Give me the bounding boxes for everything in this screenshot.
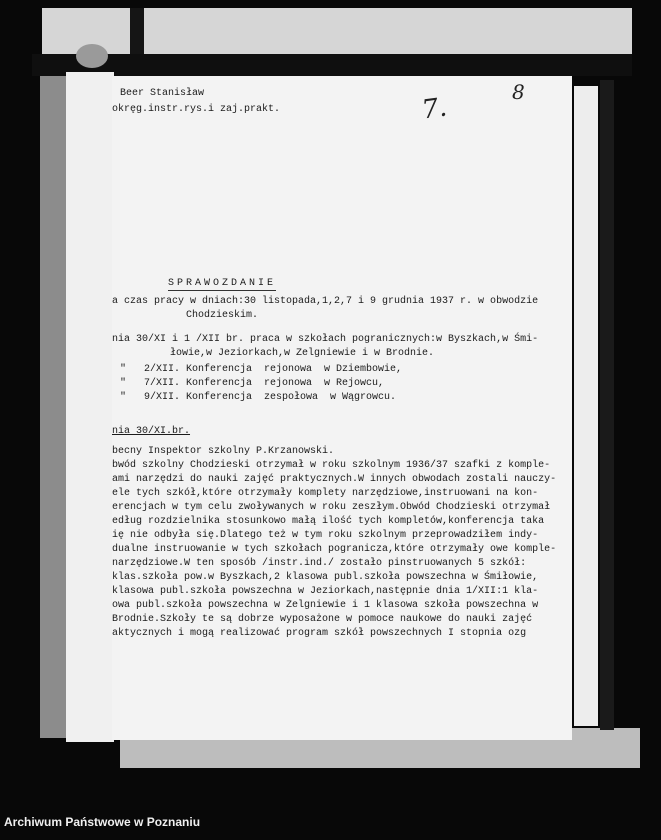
binding-mark: [76, 44, 108, 68]
schedule-line: " 7/XII. Konferencja rejonowa w Rejowcu,: [120, 378, 385, 389]
author-position: okręg.instr.rys.i zaj.prakt.: [112, 104, 281, 115]
background-binding: [130, 8, 144, 54]
body-line: bwód szkolny Chodzieski otrzymał w roku szkolnym 1936/37 szafki z komple-: [112, 460, 551, 471]
page-edge-shadow: [600, 80, 614, 730]
subtitle-line-2: Chodzieskim.: [186, 310, 259, 321]
schedule-line: " 2/XII. Konferencja rejonowa w Dziembowie,: [120, 364, 403, 375]
document-page: [112, 76, 572, 740]
page-margin-left: [66, 72, 114, 742]
body-line: becny Inspektor szkolny P.Krzanowski.: [112, 446, 335, 457]
body-line: klas.szkoła pow.w Byszkach,2 klasowa publ.szkoła powszechna w Śmiłowie,: [112, 572, 539, 583]
handwritten-page-number: 7.: [420, 92, 449, 126]
body-line: Brodnie.Szkoły te są dobrze wyposażone w pomoce naukowe do nauki zajęć: [112, 614, 533, 625]
body-line: dualne instruowanie w tych szkołach pogranicza,które otrzymały owe komple-: [112, 544, 557, 555]
body-line: klasowa publ.szkoła powszechna w Jeziorkach,następnie dnia 1/XII:1 kla-: [112, 586, 539, 597]
body-line: edług rozdzielnika stosunkowo małą ilość tych kompletów,konferencja taka: [112, 516, 545, 527]
body-line: owa publ.szkoła powszechna w Zelgniewie i 1 klasowa szkoła powszechna w: [112, 600, 539, 611]
body-line: narzędziowe.W ten sposób /instr.ind./ zostało pinstruowanych 5 szkół:: [112, 558, 527, 569]
handwritten-sheet-number: 8: [512, 80, 525, 104]
body-line: aktycznych i mogą realizować program szkół powszechnych I stopnia ozg: [112, 628, 527, 639]
section-heading: nia 30/XI.br.: [112, 426, 191, 437]
schedule-line: " 9/XII. Konferencja zespołowa w Wągrowcu.: [120, 392, 397, 403]
schedule-line: nia 30/XI i 1 /XII br. praca w szkołach pogranicznych:w Byszkach,w Śmi-: [112, 334, 539, 345]
body-line: erencjach w tym celu zwoływanych w roku zeszłym.Obwód Chodzieski otrzymał: [112, 502, 551, 513]
body-line: ele tych szkół,które otrzymały komplety narzędziowe,instruowani na kon-: [112, 488, 539, 499]
body-line: ię nie odbyła się.Dlatego też w tym roku szkolnym przeprowadziłem indy-: [112, 530, 539, 541]
report-title: SPRAWOZDANIE: [168, 278, 277, 289]
page-strip-left: [40, 76, 68, 738]
archive-footer: Archiwum Państwowe w Poznaniu: [4, 815, 201, 829]
scan-frame: [32, 54, 632, 76]
body-line: ami narzędzi do nauki zajęć praktycznych.W innych obwodach zostali nauczy-: [112, 474, 557, 485]
schedule-line: łowie,w Jeziorkach,w Zelgniewie i w Brodnie.: [170, 348, 435, 359]
page-edge-right: [574, 86, 598, 726]
author-name: Beer Stanisław: [120, 88, 205, 99]
subtitle-line-1: a czas pracy w dniach:30 listopada,1,2,7 i 9 grudnia 1937 r. w obwodzie: [112, 296, 539, 307]
